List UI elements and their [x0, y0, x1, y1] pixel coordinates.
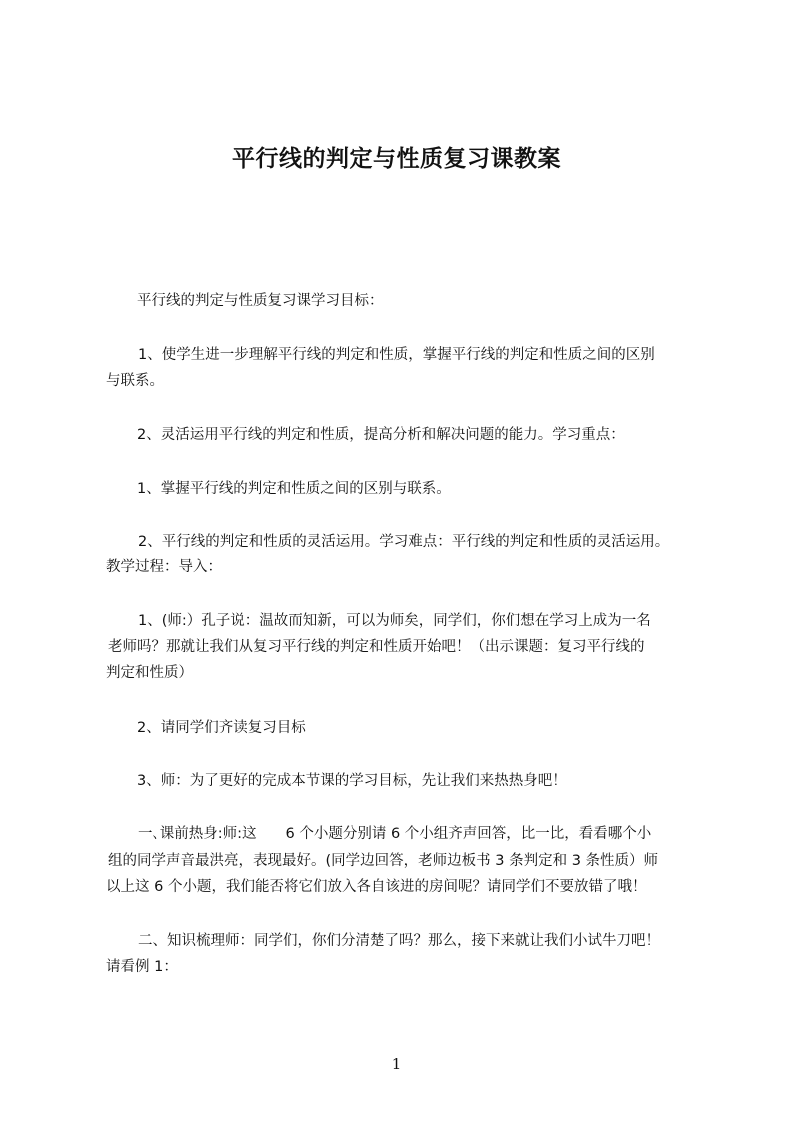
objectives-heading: 平行线的判定与性质复习课学习目标：: [137, 293, 384, 309]
review-line-1: 二、知识梳理师：同学们，你们分清楚了吗？那么，接下来就让我们小试牛刀吧！: [138, 933, 660, 949]
review-line-2: 请看例 1：: [106, 959, 178, 975]
key-point-2-line-2: 教学过程：导入：: [106, 559, 222, 575]
intro-3: 3、师：为了更好的完成本节课的学习目标，先让我们来热热身吧！: [137, 773, 567, 789]
warmup-line-2: 组的同学声音最洪亮，表现最好。(同学边回答，老师边板书 3 条判定和 3 条性质）师: [108, 853, 659, 869]
intro-2: 2、请同学们齐读复习目标: [137, 720, 306, 736]
objective-1-line-2: 与联系。: [106, 373, 164, 389]
warmup-line-1: 一､课前热身:师:这 6 个小题分别请 6 个小组齐声回答，比一比，看看哪个小: [138, 826, 652, 842]
key-point-1: 1、掌握平行线的判定和性质之间的区别与联系。: [137, 481, 451, 497]
page-number: 1: [391, 1055, 402, 1073]
objective-2: 2、灵活运用平行线的判定和性质，提高分析和解决问题的能力。学习重点：: [137, 427, 625, 443]
intro-1-line-3: 判定和性质）: [106, 665, 193, 681]
objective-1-line-1: 1、使学生进一步理解平行线的判定和性质，掌握平行线的判定和性质之间的区别: [138, 347, 655, 363]
document-title: 平行线的判定与性质复习课教案: [232, 146, 561, 172]
intro-1-line-1: 1、(师:）孔子说：温故而知新，可以为师矣，同学们，你们想在学习上成为一名: [138, 613, 651, 629]
key-point-2-line-1: 2、平行线的判定和性质的灵活运用。学习难点：平行线的判定和性质的灵活运用。: [138, 534, 670, 550]
warmup-line-3: 以上这 6 个小题，我们能否将它们放入各自该进的房间呢？请同学们不要放错了哦！: [106, 879, 647, 895]
intro-1-line-2: 老师吗？那就让我们从复习平行线的判定和性质开始吧！（出示课题：复习平行线的: [108, 639, 645, 655]
